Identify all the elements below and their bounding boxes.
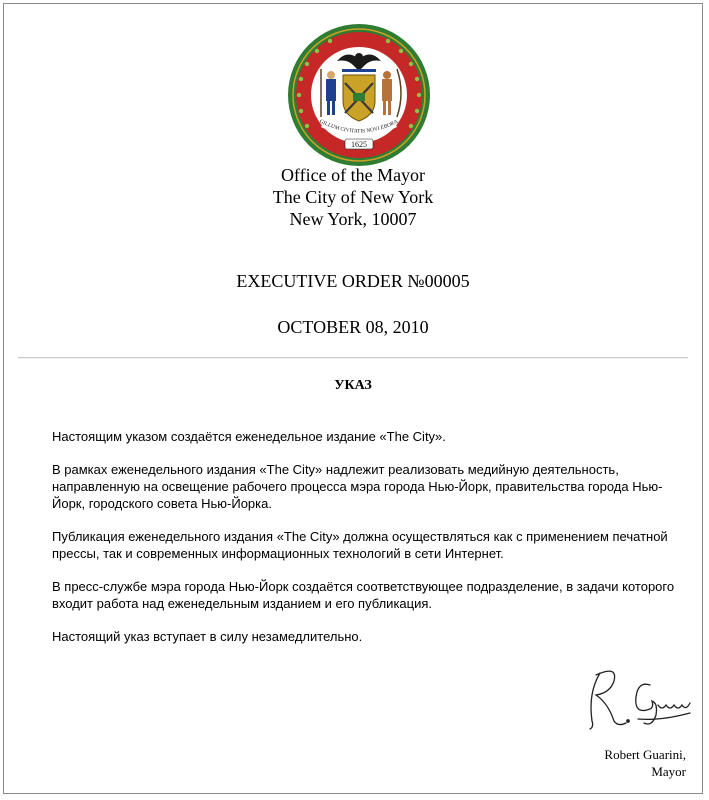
decree-body [52, 428, 692, 661]
decree-heading: УКАЗ [334, 378, 372, 393]
document-frame [3, 3, 703, 794]
office-line-3: New York, 10007 [289, 209, 417, 229]
seal-year: 1625 [351, 140, 367, 149]
decree-paragraph: Настоящий указ вступает в силу незамедлительно. [52, 629, 363, 644]
signatory-name: Robert Guarini, [604, 747, 686, 762]
decree-paragraph: В рамках еженедельного издания «The City» надлежит реализовать медийную деятельность, направленную на освещение рабочего процесса мэра города Нью-Йорк, правительства города Нью-Йорк, городского совета Нью-Йорка. [52, 462, 663, 511]
executive-order-title: EXECUTIVE ORDER №00005 [236, 271, 470, 291]
seal-motto: GILLUM CIVITATIS NOVI EBORA [318, 118, 400, 135]
decree-paragraph: Публикация еженедельного издания «The City» должна осуществляться как с применением печатной прессы, так и современных информационных технологий в сети Интернет. [52, 529, 668, 561]
decree-paragraph: Настоящим указом создаётся еженедельное издание «The City». [52, 429, 446, 444]
city-seal [287, 23, 431, 167]
signatory-block [604, 746, 686, 780]
horizontal-divider [18, 357, 688, 359]
office-line-1: Office of the Mayor [280, 165, 426, 185]
office-line-2: The City of New York [272, 187, 434, 207]
decree-paragraph: В пресс-службе мэра города Нью-Йорк создаётся соответствующее подразделение, в задачи которого входит работа над еженедельным изданием и его публикация. [52, 579, 675, 611]
shield-icon [343, 75, 375, 121]
handwritten-signature [578, 663, 696, 735]
office-address [4, 164, 702, 230]
executive-order-date: OCTOBER 08, 2010 [277, 317, 429, 337]
signatory-title: Mayor [651, 764, 686, 779]
